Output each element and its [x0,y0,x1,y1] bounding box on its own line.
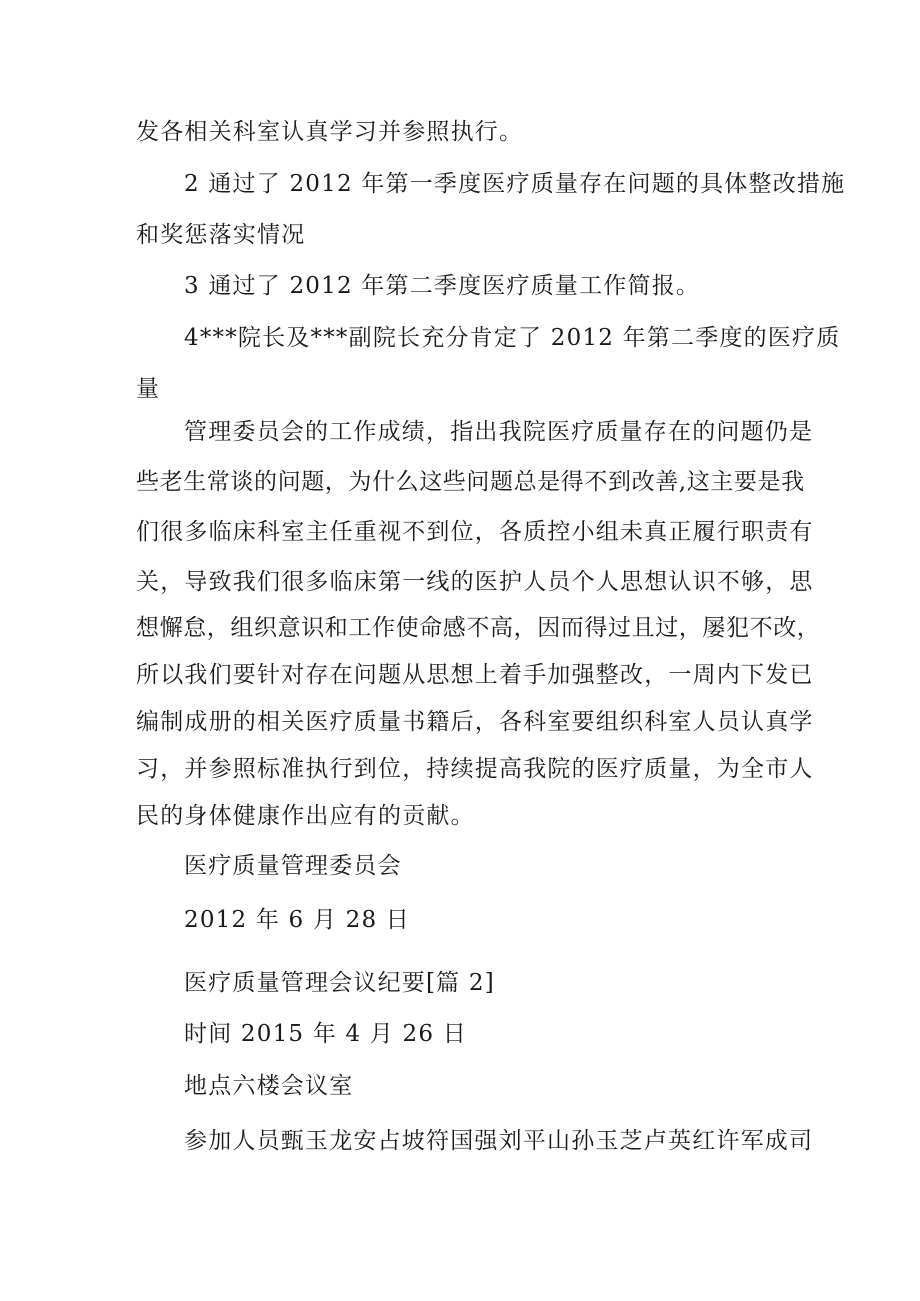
text-line-item-4: 4***院长及***副院长充分肯定了 2012 年第二季度的医疗质 [184,325,841,351]
text-line-item-4-cont: 量 [136,376,161,402]
paragraph-line: 习，并参照标准执行到位，持续提高我院的医疗质量，为全市人 [136,756,814,782]
paragraph-line: 民的身体健康作出应有的贡献。 [136,803,475,829]
text-line-item-3: 3 通过了 2012 年第二季度医疗质量工作简报。 [184,273,701,299]
signature-org: 医疗质量管理委员会 [184,853,402,879]
section-title: 医疗质量管理会议纪要[篇 2] [184,970,495,996]
text-line-continuation: 发各相关科室认真学习并参照执行。 [136,119,524,145]
meeting-location: 地点六楼会议室 [184,1073,354,1099]
paragraph-line: 想懈怠，组织意识和工作使命感不高，因而得过且过，屡犯不改， [136,615,821,641]
text-line-item-2-cont: 和奖惩落实情况 [136,222,306,248]
paragraph-line: 管理委员会的工作成绩，指出我院医疗质量存在的问题仍是 [184,419,814,445]
paragraph-line: 们很多临床科室主任重视不到位，各质控小组未真正履行职责有 [136,519,814,545]
paragraph-line: 所以我们要针对存在问题从思想上着手加强整改，一周内下发已 [136,662,814,688]
paragraph-line: 关，导致我们很多临床第一线的医护人员个人思想认识不够，思 [136,569,814,595]
paragraph-line: 些老生常谈的问题，为什么这些问题总是得不到改善,这主要是我 [136,469,805,495]
meeting-attendees: 参加人员甄玉龙安占坡符国强刘平山孙玉芝卢英红许军成司 [184,1128,814,1154]
meeting-time: 时间 2015 年 4 月 26 日 [184,1021,467,1047]
signature-date: 2012 年 6 月 28 日 [184,907,410,933]
text-line-item-2: 2 通过了 2012 年第一季度医疗质量存在问题的具体整改措施 [184,171,846,197]
paragraph-line: 编制成册的相关医疗质量书籍后，各科室要组织科室人员认真学 [136,709,814,735]
